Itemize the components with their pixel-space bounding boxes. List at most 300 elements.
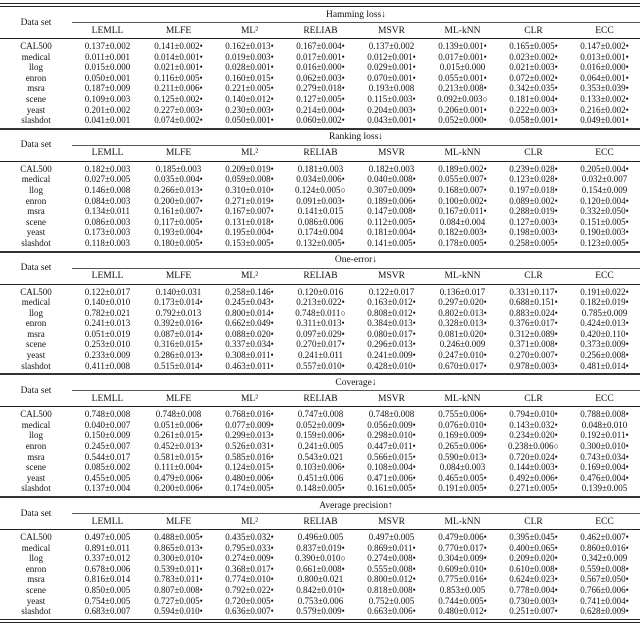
dataset-name: CAL500 (20, 286, 52, 297)
metric-cell: 0.384±0.013• (367, 318, 416, 329)
metric-cell: 0.124±0.005○ (295, 184, 346, 195)
metric-cell: 0.060±0.002• (296, 115, 345, 126)
metric-cell: 0.161±0.005• (367, 483, 416, 494)
metric-cell: 0.139±0.001• (438, 41, 487, 51)
dataset-name: slashdot (21, 360, 51, 371)
metric-title: Ranking loss↓ (72, 129, 640, 146)
metric-cell: 0.141±0.005• (367, 237, 416, 248)
metric-cell: 0.181±0.003 (297, 163, 344, 174)
metric-cell: 0.015±0.000 (439, 62, 486, 73)
metric-cell: 0.064±0.001• (580, 72, 629, 83)
dataset-name: llog (28, 184, 43, 195)
metric-cell: 0.308±0.011• (225, 350, 274, 361)
metric-cell: 0.070±0.001• (367, 72, 416, 83)
dataset-name: slashdot (21, 115, 51, 126)
metric-cell: 0.021±0.003• (509, 62, 558, 73)
column-header: ML-kNN (444, 25, 481, 36)
metric-cell: 0.479±0.006• (154, 472, 203, 483)
column-header: ML² (240, 271, 259, 281)
metric-cell: 0.080±0.017• (367, 328, 416, 339)
metric-cell: 0.084±0.004 (439, 216, 486, 227)
metric-cell: 0.182±0.003• (438, 227, 487, 238)
table-row (0, 185, 640, 196)
table-row (0, 39, 640, 52)
metric-cell: 0.754±0.005 (84, 595, 131, 606)
metric-cell: 0.480±0.006• (225, 472, 274, 483)
dataset-name: slashdot (21, 483, 51, 494)
metric-cell: 0.123±0.005• (580, 237, 629, 248)
metric-cell: 0.661±0.008• (296, 563, 345, 574)
metric-cell: 0.581±0.015• (154, 451, 203, 462)
metric-cell: 0.778±0.004• (509, 584, 558, 595)
table-row (0, 543, 640, 554)
table-row (0, 441, 640, 452)
column-header: ECC (595, 148, 614, 159)
dataset-name: yeast (26, 350, 46, 361)
metric-cell: 0.316±0.015• (154, 339, 203, 350)
metric-cell: 0.131±0.018• (225, 216, 274, 227)
metric-cell: 0.111±0.004• (154, 462, 203, 473)
column-header: LEMLL (91, 271, 124, 281)
metric-cell: 0.041±0.001 (84, 115, 131, 126)
metric-cell: 0.636±0.007• (225, 606, 274, 617)
metric-cell: 0.205±0.004• (580, 163, 629, 174)
dataset-header: Data set (20, 508, 52, 519)
metric-cell: 0.818±0.008• (367, 584, 416, 595)
column-header: RELIAB (303, 516, 338, 527)
metric-cell: 0.304±0.009• (438, 553, 487, 564)
metric-cell: 0.052±0.000• (438, 115, 487, 126)
metric-cell: 0.160±0.015• (225, 72, 274, 83)
column-header: ML² (240, 148, 259, 159)
dataset-header: Data set (20, 263, 52, 273)
metric-cell: 0.013±0.001• (580, 51, 629, 62)
metric-cell: 0.869±0.011• (367, 542, 416, 553)
metric-cell: 0.288±0.019• (509, 206, 558, 217)
metric-cell: 0.159±0.006• (296, 430, 345, 441)
metric-cell: 0.688±0.151• (509, 297, 558, 308)
metric-cell: 0.234±0.020• (509, 430, 558, 441)
metric-cell: 0.193±0.004• (154, 227, 203, 238)
metric-cell: 0.727±0.005• (154, 595, 203, 606)
metric-cell: 0.808±0.012• (367, 307, 416, 318)
metric-cell: 0.376±0.017• (509, 318, 558, 329)
column-header: LEMLL (91, 516, 124, 527)
metric-cell: 0.028±0.001• (225, 62, 274, 73)
metric-cell: 0.297±0.020• (438, 297, 487, 308)
metric-cell: 0.342±0.009 (581, 553, 628, 564)
table-row (0, 361, 640, 374)
metric-cell: 0.794±0.010• (509, 409, 558, 420)
dataset-name: msra (27, 83, 45, 94)
metric-section-table (0, 7, 640, 128)
metric-cell: 0.213±0.022• (296, 297, 345, 308)
metric-cell: 0.312±0.089• (509, 328, 558, 339)
metric-cell: 0.795±0.033• (225, 542, 274, 553)
metric-cell: 0.373±0.009• (580, 339, 629, 350)
column-header: RELIAB (303, 25, 338, 36)
metric-cell: 0.014±0.001• (154, 51, 203, 62)
dataset-name: enron (25, 195, 47, 206)
metric-cell: 0.086±0.003 (84, 216, 131, 227)
metric-cell: 0.043±0.001• (367, 115, 416, 126)
column-header: CLR (524, 516, 543, 527)
metric-cell: 0.261±0.015• (154, 430, 203, 441)
table-row (0, 52, 640, 63)
metric-cell: 0.253±0.010 (84, 339, 131, 350)
metric-cell: 0.233±0.009 (84, 350, 131, 361)
metric-cell: 0.400±0.065• (509, 542, 558, 553)
metric-cell: 0.122±0.017 (368, 286, 415, 297)
dataset-name: enron (25, 441, 47, 452)
table-row (0, 329, 640, 340)
metric-cell: 0.492±0.006• (509, 472, 558, 483)
metric-cell: 0.134±0.011 (84, 206, 131, 217)
dataset-name: scene (26, 339, 46, 350)
metric-cell: 0.300±0.010• (154, 553, 203, 564)
metric-cell: 0.753±0.006 (297, 595, 344, 606)
table-row (0, 161, 640, 174)
metric-cell: 0.141±0.002• (154, 41, 203, 51)
column-header: CLR (524, 148, 543, 159)
metric-cell: 0.860±0.016• (580, 542, 629, 553)
dataset-header: Data set (20, 385, 52, 396)
metric-cell: 0.395±0.045• (509, 532, 558, 542)
metric-cell: 0.214±0.004• (296, 104, 345, 115)
metric-cell: 0.150±0.009 (84, 430, 131, 441)
metric-cell: 0.539±0.011• (154, 563, 203, 574)
table-row (0, 350, 640, 361)
metric-cell: 0.624±0.023• (509, 574, 558, 585)
metric-cell: 0.748±0.008 (368, 409, 415, 420)
metric-cell: 0.270±0.007• (509, 350, 558, 361)
metric-cell: 0.147±0.002• (580, 41, 629, 51)
metric-cell: 0.496±0.005 (297, 532, 344, 542)
metric-cell: 0.086±0.006 (297, 216, 344, 227)
metric-cell: 0.133±0.002• (580, 93, 629, 104)
metric-cell: 0.058±0.001• (509, 115, 558, 126)
metric-cell: 0.775±0.016• (438, 574, 487, 585)
table-row (0, 430, 640, 441)
metric-cell: 0.850±0.005 (84, 584, 131, 595)
metric-cell: 0.245±0.043• (225, 297, 274, 308)
metric-cell: 0.462±0.007• (580, 532, 629, 542)
table-row (0, 73, 640, 84)
metric-cell: 0.555±0.008• (367, 563, 416, 574)
metric-cell: 0.016±0.000• (296, 62, 345, 73)
metric-cell: 0.296±0.013• (367, 339, 416, 350)
metric-cell: 0.055±0.001• (438, 72, 487, 83)
metric-cell: 0.307±0.009• (367, 184, 416, 195)
metric-cell: 0.089±0.002• (509, 195, 558, 206)
column-header: ML² (240, 516, 259, 527)
metric-cell: 0.311±0.013• (296, 318, 345, 329)
metric-cell: 0.274±0.009• (225, 553, 274, 564)
metric-cell: 0.497±0.005 (368, 532, 415, 542)
dataset-name: slashdot (21, 606, 51, 617)
metric-cell: 0.072±0.002• (509, 72, 558, 83)
table-row (0, 174, 640, 185)
metric-cell: 0.092±0.003○ (437, 93, 488, 104)
metric-cell: 0.479±0.006• (438, 532, 487, 542)
metric-cell: 0.256±0.008• (580, 350, 629, 361)
column-header: ECC (595, 393, 614, 404)
metric-cell: 0.526±0.031• (225, 441, 274, 452)
metric-cell: 0.353±0.039• (580, 83, 629, 94)
metric-cell: 0.774±0.010• (225, 574, 274, 585)
metric-cell: 0.163±0.012• (367, 297, 416, 308)
metric-cell: 0.049±0.001• (580, 115, 629, 126)
metric-cell: 0.785±0.009 (581, 307, 628, 318)
metric-cell: 0.609±0.010• (438, 563, 487, 574)
table-row (0, 574, 640, 585)
table-row (0, 238, 640, 251)
metric-cell: 0.077±0.009• (225, 419, 274, 430)
metric-cell: 0.792±0.022• (225, 584, 274, 595)
metric-cell: 0.127±0.003• (509, 216, 558, 227)
column-header: ECC (595, 25, 614, 36)
metric-cell: 0.768±0.016• (225, 409, 274, 420)
metric-title: Average precision↑ (72, 497, 640, 514)
metric-cell: 0.209±0.019• (225, 163, 274, 174)
metric-cell: 0.837±0.019• (296, 542, 345, 553)
metric-cell: 0.471±0.006• (367, 472, 416, 483)
column-header: MLFE (165, 516, 192, 527)
dataset-name: enron (25, 563, 47, 574)
metric-cell: 0.144±0.003• (509, 462, 558, 473)
metric-cell: 0.182±0.003 (84, 163, 131, 174)
metric-section-table (0, 373, 640, 496)
metric-cell: 0.169±0.004• (580, 462, 629, 473)
metric-cell: 0.148±0.005• (296, 483, 345, 494)
metric-cell: 0.476±0.004• (580, 472, 629, 483)
metric-cell: 0.842±0.010• (296, 584, 345, 595)
metric-cell: 0.132±0.005• (296, 237, 345, 248)
metric-cell: 0.173±0.003 (84, 227, 131, 238)
metric-cell: 0.151±0.005• (580, 216, 629, 227)
metric-cell: 0.720±0.005• (225, 595, 274, 606)
metric-cell: 0.800±0.012• (367, 574, 416, 585)
bottom-rule (0, 619, 640, 623)
metric-cell: 0.428±0.010• (367, 360, 416, 371)
table-row (0, 339, 640, 350)
metric-cell: 0.392±0.016• (154, 318, 203, 329)
metric-cell: 0.087±0.014• (154, 328, 203, 339)
metric-cell: 0.216±0.002• (580, 104, 629, 115)
metric-cell: 0.189±0.002• (438, 163, 487, 174)
metric-cell: 0.051±0.006• (154, 419, 203, 430)
metric-cell: 0.310±0.010• (225, 184, 274, 195)
metric-cell: 0.187±0.009 (84, 83, 131, 94)
column-header: ECC (595, 516, 614, 527)
metric-cell: 0.747±0.008 (297, 409, 344, 420)
dataset-name: enron (25, 318, 47, 329)
metric-cell: 0.206±0.001• (438, 104, 487, 115)
dataset-header: Data set (20, 140, 52, 151)
metric-cell: 0.017±0.001• (296, 51, 345, 62)
dataset-name: medical (21, 51, 51, 62)
table-row (0, 553, 640, 564)
metric-cell: 0.076±0.010• (438, 419, 487, 430)
metric-cell: 0.182±0.003 (368, 163, 415, 174)
metric-cell: 0.191±0.022• (580, 286, 629, 297)
metric-cell: 0.127±0.005• (296, 93, 345, 104)
metric-cell: 0.451±0.006 (297, 472, 344, 483)
metric-cell: 0.752±0.005 (368, 595, 415, 606)
metric-cell: 0.019±0.003• (225, 51, 274, 62)
dataset-name: medical (21, 542, 51, 553)
table-row (0, 564, 640, 575)
table-row (0, 227, 640, 238)
metric-cell: 0.117±0.005• (154, 216, 203, 227)
metric-cell: 0.266±0.013• (154, 184, 203, 195)
metric-cell: 0.238±0.006○ (508, 441, 559, 452)
table-row (0, 83, 640, 94)
table-row (0, 530, 640, 543)
metric-cell: 0.678±0.006 (84, 563, 131, 574)
dataset-name: slashdot (21, 237, 51, 248)
metric-cell: 0.245±0.007 (84, 441, 131, 452)
metric-cell: 0.213±0.008• (438, 83, 487, 94)
metric-cell: 0.081±0.020• (438, 328, 487, 339)
metric-cell: 0.118±0.003 (84, 237, 131, 248)
metric-cell: 0.744±0.005• (438, 595, 487, 606)
column-header: ML-kNN (444, 393, 481, 404)
metric-cell: 0.463±0.011• (225, 360, 274, 371)
table-row (0, 105, 640, 116)
column-header: LEMLL (91, 148, 124, 159)
metric-cell: 0.590±0.013• (438, 451, 487, 462)
metric-cell: 0.299±0.013• (225, 430, 274, 441)
metric-cell: 0.559±0.008• (580, 563, 629, 574)
metric-cell: 0.447±0.011• (367, 441, 416, 452)
table-row (0, 483, 640, 496)
metric-cell: 0.112±0.005• (367, 216, 416, 227)
metric-cell: 0.125±0.002• (154, 93, 203, 104)
dataset-name: llog (28, 62, 43, 73)
metric-cell: 0.816±0.014 (84, 574, 131, 585)
metric-cell: 0.480±0.012• (438, 606, 487, 617)
metric-cell: 0.420±0.110• (580, 328, 629, 339)
metric-cell: 0.100±0.002• (438, 195, 487, 206)
metric-cell: 0.055±0.007• (438, 174, 487, 185)
metric-cell: 0.122±0.017 (84, 286, 131, 297)
dataset-name: llog (28, 553, 43, 564)
table-row (0, 206, 640, 217)
dataset-name: llog (28, 430, 43, 441)
metric-cell: 0.165±0.005• (509, 41, 558, 51)
metric-cell: 0.189±0.006• (367, 195, 416, 206)
dataset-name: msra (27, 328, 45, 339)
metric-cell: 0.120±0.016 (297, 286, 344, 297)
table-row (0, 585, 640, 596)
metric-cell: 0.221±0.005• (225, 83, 274, 94)
metric-cell: 0.136±0.017 (439, 286, 486, 297)
column-header: CLR (524, 25, 543, 36)
metric-cell: 0.481±0.014• (580, 360, 629, 371)
metric-cell: 0.201±0.002 (84, 104, 131, 115)
metric-cell: 0.174±0.005• (225, 483, 274, 494)
dataset-name: scene (26, 584, 46, 595)
metric-cell: 0.270±0.017• (296, 339, 345, 350)
metric-cell: 0.515±0.014• (154, 360, 203, 371)
dataset-name: yeast (26, 227, 46, 238)
metric-cell: 0.683±0.007 (84, 606, 131, 617)
metric-cell: 0.059±0.008• (225, 174, 274, 185)
column-header: MLFE (165, 393, 192, 404)
metric-cell: 0.783±0.011• (154, 574, 203, 585)
metric-cell: 0.040±0.008• (367, 174, 416, 185)
metric-cell: 0.566±0.015• (367, 451, 416, 462)
metric-cell: 0.140±0.031 (155, 286, 202, 297)
metric-cell: 0.085±0.002 (84, 462, 131, 473)
metric-cell: 0.748±0.011○ (295, 307, 346, 318)
metric-cell: 0.211±0.006• (154, 83, 203, 94)
metric-cell: 0.193±0.008 (368, 83, 415, 94)
metric-cell: 0.180±0.005• (154, 237, 203, 248)
metric-cell: 0.185±0.003 (155, 163, 202, 174)
table-row (0, 62, 640, 73)
metric-cell: 0.032±0.007 (581, 174, 628, 185)
column-header: ML² (240, 393, 259, 404)
column-header: ML-kNN (444, 148, 481, 159)
dataset-header: Data set (20, 17, 52, 28)
metric-cell: 0.161±0.007• (154, 206, 203, 217)
metric-cell: 0.154±0.009 (581, 184, 628, 195)
metric-cell: 0.230±0.003• (225, 104, 274, 115)
metric-cell: 0.579±0.009• (296, 606, 345, 617)
column-header: MLFE (165, 25, 192, 36)
metric-cell: 0.198±0.003• (509, 227, 558, 238)
column-header: CLR (524, 271, 543, 281)
metric-cell: 0.015±0.000 (84, 62, 131, 73)
dataset-name: medical (21, 419, 51, 430)
table-sections (0, 7, 640, 619)
table-row (0, 407, 640, 420)
metric-cell: 0.124±0.015• (225, 462, 274, 473)
metric-cell: 0.766±0.006• (580, 584, 629, 595)
metric-cell: 0.978±0.003• (509, 360, 558, 371)
metric-cell: 0.567±0.050• (580, 574, 629, 585)
metric-cell: 0.371±0.008• (509, 339, 558, 350)
metric-cell: 0.040±0.007 (84, 419, 131, 430)
column-header: ML² (240, 25, 259, 36)
metric-title: One-error↓ (72, 252, 640, 269)
metric-cell: 0.628±0.009• (580, 606, 629, 617)
column-header: ML-kNN (444, 516, 481, 527)
metric-cell: 0.782±0.021 (84, 307, 131, 318)
metric-cell: 0.012±0.001• (367, 51, 416, 62)
metric-cell: 0.017±0.001• (438, 51, 487, 62)
metric-cell: 0.802±0.013• (438, 307, 487, 318)
metric-cell: 0.137±0.002 (368, 41, 415, 51)
metric-cell: 0.167±0.004• (296, 41, 345, 51)
metric-cell: 0.258±0.146• (225, 286, 274, 297)
metric-cell: 0.182±0.019• (580, 297, 629, 308)
metric-cell: 0.298±0.010• (367, 430, 416, 441)
table-row (0, 452, 640, 463)
column-header: MLFE (165, 148, 192, 159)
column-header: MLFE (165, 271, 192, 281)
column-header: RELIAB (303, 148, 338, 159)
table-row (0, 308, 640, 319)
metric-cell: 0.265±0.006• (438, 441, 487, 452)
dataset-name: CAL500 (20, 409, 52, 420)
metric-cell: 0.337±0.034• (225, 339, 274, 350)
metric-cell: 0.178±0.005• (438, 237, 487, 248)
metric-cell: 0.162±0.013• (225, 41, 274, 51)
metric-cell: 0.209±0.020• (509, 553, 558, 564)
